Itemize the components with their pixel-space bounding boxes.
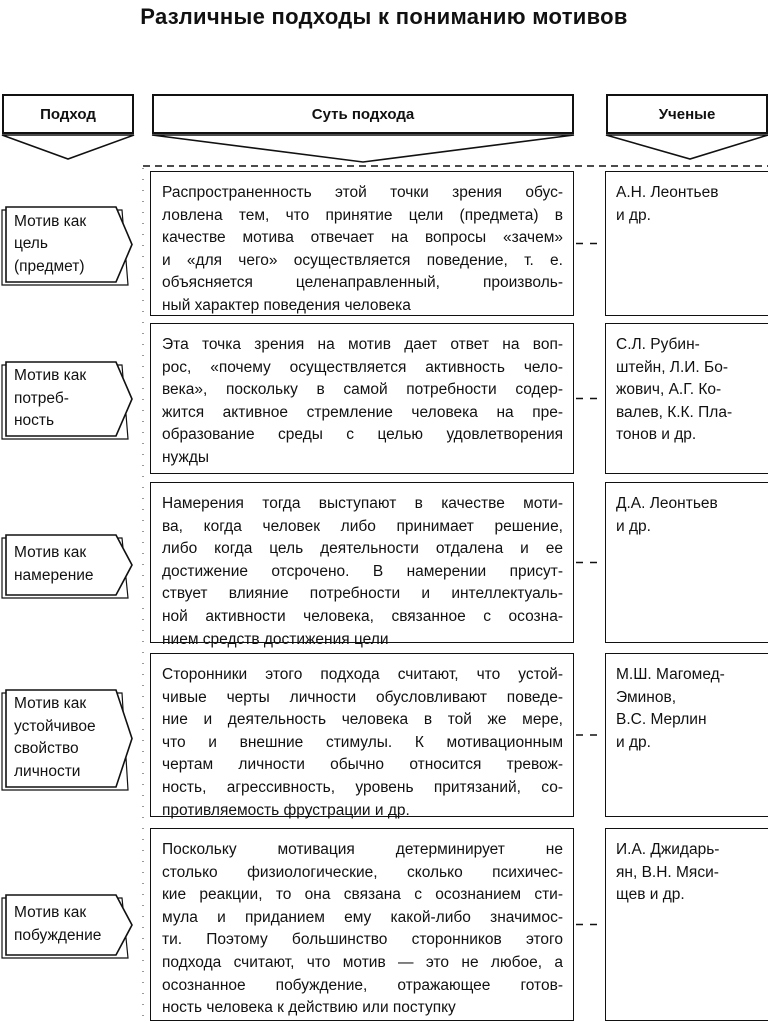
approach-line: Мотив как: [14, 695, 87, 713]
approach-line: цель: [14, 235, 48, 253]
essence-line: Эта точка зрения на мотив дает ответ на воп-: [162, 336, 563, 353]
essence-line: противляемость фрустрации и др.: [162, 801, 410, 819]
approach-label: [14, 902, 101, 947]
essence-line: подхода считают, что мотив — это не любое, а: [162, 953, 563, 971]
approach-label: [14, 542, 94, 587]
scientists-box: [605, 482, 768, 643]
essence-box: [150, 171, 574, 316]
essence-line: рос, «почему осуществляется активность чело-: [162, 358, 563, 376]
scientists-line: и др.: [616, 733, 651, 751]
scientists-line: валев, К.К. Пла-: [616, 403, 733, 421]
essence-box: [150, 323, 574, 474]
essence-line: ти. Поэтому большинство сторонников этого: [162, 931, 563, 949]
essence-line: столько физиологические, сколько психичес-: [162, 863, 563, 881]
scientists-line: Д.А. Леонтьев: [616, 495, 718, 512]
essence-line: мула и приданием ему какой-либо значимос-: [162, 908, 563, 926]
essence-line: осознанное побуждение, отражающее готов-: [162, 976, 563, 994]
essence-line: ной активности человека, связанное с осозна-: [162, 607, 563, 625]
essence-line: и «для чего» осуществляется поведение, т. е.: [162, 251, 563, 269]
diagram-title: Различные подходы к пониманию мотивов: [140, 4, 628, 29]
essence-line: Намерения тогда выступают в качестве моти-: [162, 495, 563, 512]
essence-line: Распространенность этой точки зрения обус-: [162, 184, 563, 201]
essence-line: века», поскольку в самой потребности содер-: [162, 381, 563, 399]
essence-line: Поскольку мотивация детерминирует не: [162, 841, 563, 858]
essence-line: образование среды с целью удовлетворения: [162, 426, 563, 444]
essence-box: [150, 482, 574, 648]
essence-line: жится активное стремление человека на пре-: [162, 403, 563, 421]
scientists-box: [605, 653, 768, 817]
approach-label: [14, 365, 86, 433]
essence-box: [150, 653, 574, 817]
essence-line: ность, агрессивность, уровень притязаний, со-: [162, 778, 563, 796]
scientists-box: [605, 171, 768, 316]
approach-line: Мотив как: [14, 367, 87, 385]
approach-header-chevron: [2, 135, 134, 159]
essence-header-chevron: [152, 135, 574, 162]
scientists-line: штейн, Л.И. Бо-: [616, 358, 728, 376]
scientists-line: и др.: [616, 206, 651, 224]
essence-line: либо когда цель деятельности отдалена и ее: [162, 540, 563, 558]
scientists-box: [605, 828, 768, 1021]
scientists-line: щев и др.: [616, 886, 685, 904]
scientists-line: В.С. Мерлин: [616, 711, 707, 729]
essence-line: ный характер поведения человека: [162, 296, 411, 314]
essence-line: объясняется целенаправленный, произволь-: [162, 274, 563, 292]
approach-line: Мотив как: [14, 544, 87, 562]
essence-line: качестве мотива отвечает на вопросы «зачем»: [162, 229, 563, 247]
essence-line: что и внешние стимулы. К мотивационным: [162, 733, 563, 751]
essence-line: нием средств достижения цели: [162, 630, 389, 648]
scientists-line: и др.: [616, 517, 651, 535]
scientists-box: [605, 323, 768, 474]
scientists-line: А.Н. Леонтьев: [616, 184, 719, 201]
approach-line: ность: [14, 412, 55, 430]
scientists-line: жович, А.Г. Ко-: [616, 381, 722, 399]
approach-line: личности: [14, 763, 81, 781]
essence-header: Суть подхода: [152, 94, 574, 134]
approach-line: Мотив как: [14, 212, 87, 230]
essence-line: ние и деятельность человека в той же мере,: [162, 711, 563, 729]
essence-line: достижение отсрочено. В намерении присут-: [162, 562, 563, 580]
approach-label: [14, 211, 86, 279]
approach-line: Мотив как: [14, 904, 87, 922]
essence-line: ва, когда человек либо принимает решение,: [162, 517, 563, 535]
approach-line: свойство: [14, 740, 79, 758]
essence-line: чертам личности обычно относится тревож-: [162, 756, 563, 774]
essence-line: ловлена тем, что принятие цели (предмета) в: [162, 206, 563, 224]
scientists-line: ян, В.Н. Мяси-: [616, 863, 719, 881]
scientists-header: Ученые: [606, 94, 768, 134]
scientists-line: Эминов,: [616, 688, 677, 706]
scientists-line: С.Л. Рубин-: [616, 336, 700, 353]
approach-line: побуждение: [14, 926, 102, 944]
scientists-header-chevron: [606, 135, 768, 159]
approach-line: намерение: [14, 566, 94, 584]
essence-line: чивые черты личности обусловливают поведе-: [162, 688, 563, 706]
approach-label: [14, 693, 96, 783]
essence-box: [150, 828, 574, 1021]
scientists-line: М.Ш. Магомед-: [616, 666, 725, 683]
essence-line: ность человека к действию или поступку: [162, 999, 456, 1017]
essence-line: Сторонники этого подхода считают, что устой-: [162, 666, 563, 683]
approach-line: (предмет): [14, 257, 85, 275]
essence-line: кие реакции, то она связана с осознанием сти-: [162, 886, 563, 904]
approach-header: Подход: [2, 94, 134, 134]
scientists-line: И.А. Джидарь-: [616, 841, 720, 858]
approach-line: устойчивое: [14, 717, 96, 735]
scientists-line: тонов и др.: [616, 426, 697, 444]
approach-line: потреб-: [14, 389, 69, 407]
essence-line: нужды: [162, 448, 210, 466]
essence-line: ствует влияние потребности и интеллектуаль-: [162, 585, 563, 603]
